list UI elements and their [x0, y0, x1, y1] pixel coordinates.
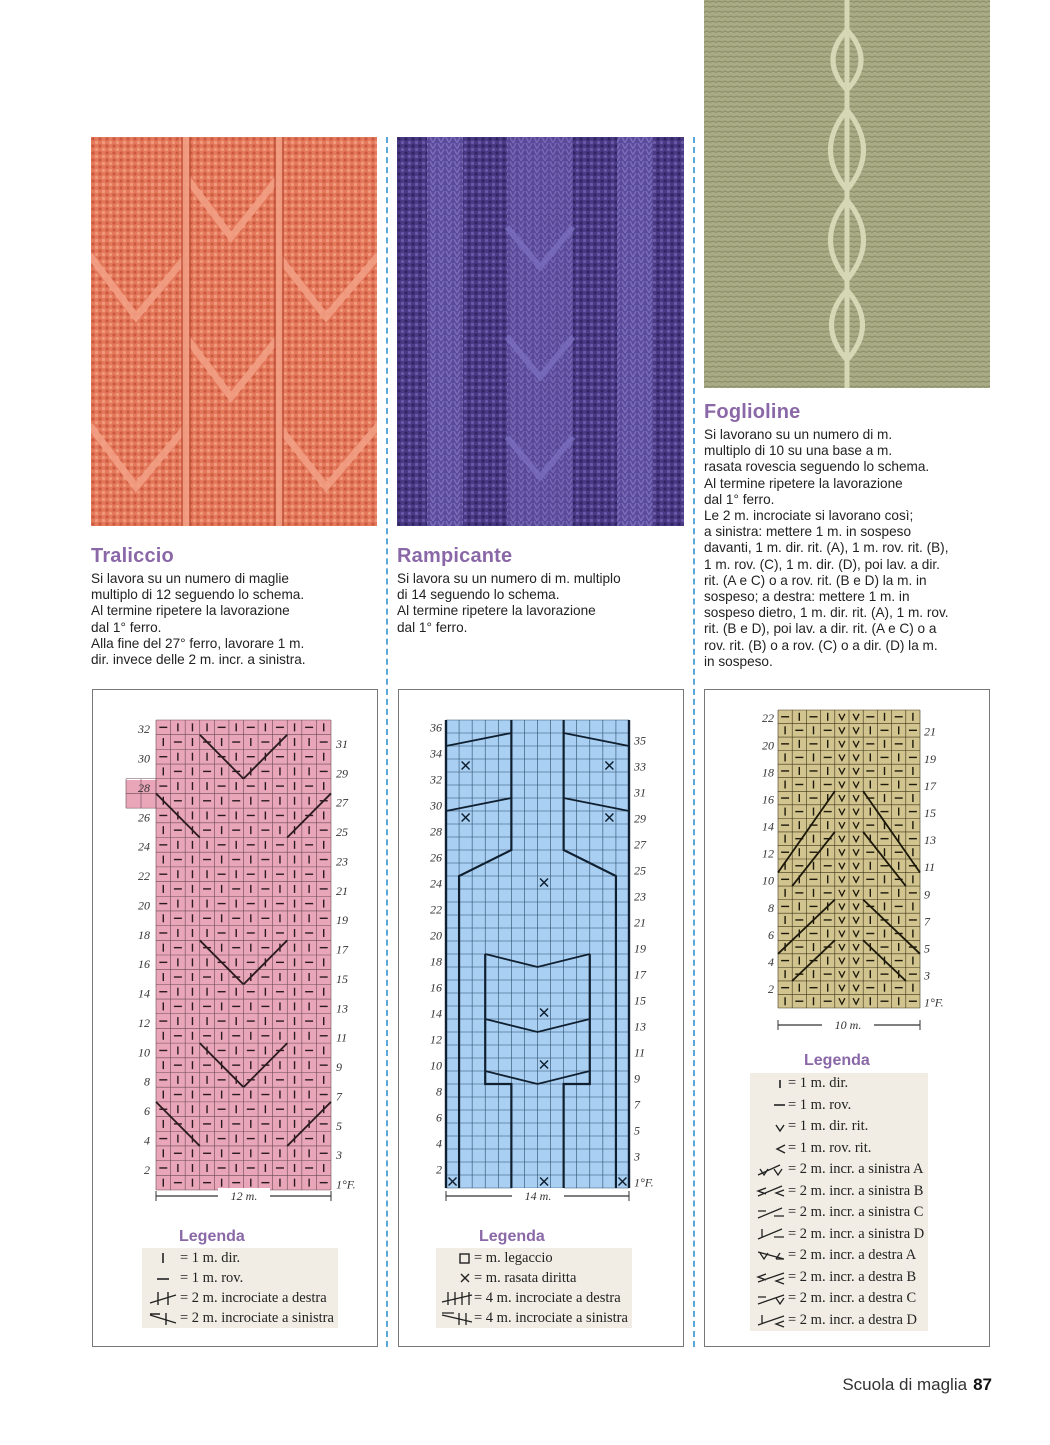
- cross-left-b-icon: [754, 1182, 788, 1200]
- rampicante-legend-title: Legenda: [479, 1228, 545, 1245]
- row-label-left: 2: [768, 982, 774, 997]
- width-label: 14 m.: [524, 1189, 552, 1203]
- row-label-right: 13: [634, 1019, 646, 1034]
- foglioline-knitting-chart: [746, 700, 966, 1040]
- legend-item: = 2 m. incr. a sinistra D: [754, 1224, 924, 1246]
- row-label-right: 9: [336, 1060, 342, 1075]
- legend-item: = 2 m. incr. a destra A: [754, 1245, 924, 1267]
- row-label-right: 1°F.: [336, 1177, 356, 1192]
- row-label-left: 32: [138, 722, 150, 737]
- row-label-left: 16: [762, 792, 774, 807]
- row-label-left: 8: [144, 1074, 150, 1089]
- legend-item: = 2 m. incr. a destra D: [754, 1310, 924, 1332]
- legend-item: = 2 m. incr. a sinistra B: [754, 1181, 924, 1203]
- row-label-left: 30: [138, 751, 150, 766]
- row-label-right: 1°F.: [634, 1175, 654, 1190]
- purl-tbl-icon: [754, 1139, 788, 1157]
- legend-item: = 1 m. dir.: [146, 1248, 334, 1268]
- row-label-right: 19: [336, 913, 348, 928]
- legend-item: = 2 m. incr. a sinistra A: [754, 1159, 924, 1181]
- page-number: 87: [973, 1375, 992, 1394]
- cross-right-d-icon: [754, 1311, 788, 1329]
- row-label-right: 29: [634, 811, 646, 826]
- row-label-right: 31: [336, 736, 348, 751]
- row-label-left: 10: [762, 873, 774, 888]
- row-label-right: 17: [336, 942, 348, 957]
- row-label-left: 30: [430, 798, 442, 813]
- row-label-left: 4: [436, 1136, 442, 1151]
- row-label-left: 24: [138, 839, 150, 854]
- width-label: 10 m.: [834, 1018, 862, 1032]
- row-label-left: 20: [430, 928, 442, 943]
- row-label-right: 25: [336, 825, 348, 840]
- row-label-left: 26: [430, 850, 442, 865]
- row-label-left: 4: [768, 955, 774, 970]
- row-label-left: 16: [138, 957, 150, 972]
- row-label-left: 18: [138, 927, 150, 942]
- cross-right-icon: [146, 1289, 180, 1307]
- row-label-right: 1°F.: [924, 995, 944, 1010]
- cross-right-c-icon: [754, 1290, 788, 1308]
- stockinette-cross-icon: [440, 1269, 474, 1287]
- knit-stitch-icon: [754, 1075, 788, 1093]
- knit-tbl-icon: [754, 1118, 788, 1136]
- row-label-left: 28: [138, 780, 150, 795]
- row-label-right: 7: [634, 1097, 640, 1112]
- legend-item: = 2 m. incr. a destra B: [754, 1267, 924, 1289]
- garter-stitch-icon: [440, 1249, 474, 1267]
- row-label-left: 10: [138, 1045, 150, 1060]
- row-label-right: 11: [634, 1045, 646, 1060]
- row-label-right: 3: [336, 1148, 342, 1163]
- row-label-left: 26: [138, 810, 150, 825]
- legend-item: = 2 m. incr. a sinistra C: [754, 1202, 924, 1224]
- row-label-right: 7: [924, 914, 930, 929]
- purl-stitch-icon: [146, 1269, 180, 1287]
- cross-left-icon: [146, 1309, 180, 1327]
- row-label-right: 21: [336, 883, 348, 898]
- row-label-right: 15: [924, 806, 936, 821]
- row-label-left: 18: [762, 765, 774, 780]
- row-label-left: 16: [430, 980, 442, 995]
- foglioline-legend: [750, 1073, 928, 1331]
- row-label-left: 20: [762, 738, 774, 753]
- row-label-left: 4: [144, 1133, 150, 1148]
- legend-item: = 1 m. rov. rit.: [754, 1138, 924, 1160]
- row-label-left: 8: [436, 1084, 442, 1099]
- row-label-right: 27: [336, 795, 348, 810]
- row-label-right: 15: [634, 993, 646, 1008]
- column-separator-1: [386, 137, 388, 1347]
- row-label-right: 25: [634, 863, 646, 878]
- legend-item: = m. legaccio: [440, 1248, 628, 1268]
- cross-right-a-icon: [754, 1247, 788, 1265]
- row-label-right: 19: [634, 941, 646, 956]
- row-label-left: 14: [762, 819, 774, 834]
- width-label: 12 m.: [230, 1189, 258, 1203]
- row-label-right: 5: [634, 1123, 640, 1138]
- rampicante-title: Rampicante: [397, 545, 513, 567]
- row-label-left: 22: [762, 711, 774, 726]
- row-label-left: 2: [144, 1162, 150, 1177]
- traliccio-description: Si lavora su un numero di maglie multiplo di 12 seguendo lo schema. Al termine ripetere la lavorazione dal 1° ferro. Alla fine del 27° ferro, lavorare 1 m. dir. invece delle 2 m. incr. a sinistra.: [91, 571, 306, 668]
- row-label-right: 3: [634, 1149, 640, 1164]
- row-label-right: 33: [634, 759, 646, 774]
- legend-item: = 1 m. rov.: [146, 1268, 334, 1288]
- row-label-right: 29: [336, 766, 348, 781]
- row-label-left: 14: [430, 1006, 442, 1021]
- row-label-right: 11: [336, 1030, 348, 1045]
- traliccio-legend-title: Legenda: [179, 1228, 245, 1245]
- foglioline-legend-title: Legenda: [804, 1052, 870, 1069]
- column-separator-2: [693, 137, 695, 1347]
- legend-item: = 1 m. rov.: [754, 1095, 924, 1117]
- row-label-right: 23: [336, 854, 348, 869]
- legend-item: = 1 m. dir.: [754, 1073, 924, 1095]
- row-label-left: 14: [138, 986, 150, 1001]
- row-label-left: 6: [768, 927, 774, 942]
- row-label-left: 10: [430, 1058, 442, 1073]
- row-label-left: 20: [138, 898, 150, 913]
- footer-title: Scuola di maglia: [842, 1375, 968, 1394]
- row-label-left: 28: [430, 824, 442, 839]
- legend-item: = 2 m. incrociate a sinistra: [146, 1308, 334, 1328]
- cable4-left-icon: [440, 1309, 474, 1327]
- row-label-left: 8: [768, 900, 774, 915]
- row-label-right: 17: [924, 778, 936, 793]
- row-label-left: 36: [430, 720, 442, 735]
- row-label-right: 9: [634, 1071, 640, 1086]
- row-label-right: 27: [634, 837, 646, 852]
- legend-item: = m. rasata diritta: [440, 1268, 628, 1288]
- cross-left-a-icon: [754, 1161, 788, 1179]
- page-footer: [842, 1375, 992, 1395]
- foglioline-description: Si lavorano su un numero di m. multiplo di 10 su una base a m. rasata rovescia seguendo lo schema. Al termine ripetere la lavorazione dal 1° ferro. Le 2 m. incrociate si lavorano così; a sinistra: mettere 1 m. in sospeso davanti, 1 m. dir. rit. (A), 1 m. rov. rit. (B), 1 m. rov. (C), 1 m. dir. (D), poi lav. a dir. rit. (A e C) o a rov. rit. (B e D) la m. in sospeso; a destra: mettere 1 m. in sospeso dietro, 1 m. dir. rit. (A), 1 m. rov. rit. (B e D), poi lav. a dir. rit. (A e C) o a rov. rit. (B) o a rov. (C) o a dir. (D) la m. in sospeso.: [704, 427, 949, 669]
- row-label-left: 2: [436, 1162, 442, 1177]
- row-label-left: 12: [762, 846, 774, 861]
- legend-item: = 1 m. dir. rit.: [754, 1116, 924, 1138]
- row-label-right: 21: [634, 915, 646, 930]
- row-label-left: 18: [430, 954, 442, 969]
- cable4-right-icon: [440, 1289, 474, 1307]
- traliccio-photo: [91, 137, 377, 526]
- cross-left-c-icon: [754, 1204, 788, 1222]
- row-label-right: 7: [336, 1089, 342, 1104]
- row-label-left: 22: [430, 902, 442, 917]
- row-label-right: 11: [924, 860, 936, 875]
- row-label-right: 19: [924, 751, 936, 766]
- traliccio-title: Traliccio: [91, 545, 174, 567]
- row-label-right: 21: [924, 724, 936, 739]
- row-label-left: 6: [144, 1104, 150, 1119]
- row-label-right: 31: [634, 785, 646, 800]
- purl-stitch-icon: [754, 1096, 788, 1114]
- legend-item: = 2 m. incrociate a destra: [146, 1288, 334, 1308]
- cross-left-d-icon: [754, 1225, 788, 1243]
- foglioline-photo: [704, 0, 990, 388]
- row-label-right: 5: [924, 941, 930, 956]
- traliccio-legend: [142, 1248, 338, 1328]
- row-label-right: 23: [634, 889, 646, 904]
- legend-item: = 4 m. incrociate a destra: [440, 1288, 628, 1308]
- row-label-right: 5: [336, 1118, 342, 1133]
- row-label-left: 24: [430, 876, 442, 891]
- legend-item: = 4 m. incrociate a sinistra: [440, 1308, 628, 1328]
- row-label-right: 15: [336, 971, 348, 986]
- row-label-right: 13: [336, 1001, 348, 1016]
- cross-right-b-icon: [754, 1268, 788, 1286]
- legend-item: = 2 m. incr. a destra C: [754, 1288, 924, 1310]
- row-label-left: 6: [436, 1110, 442, 1125]
- rampicante-photo: [397, 137, 684, 526]
- row-label-left: 34: [430, 746, 442, 761]
- row-label-right: 3: [924, 968, 930, 983]
- knit-stitch-icon: [146, 1249, 180, 1267]
- foglioline-title: Foglioline: [704, 401, 801, 423]
- rampicante-knitting-chart: [406, 710, 676, 1210]
- row-label-right: 9: [924, 887, 930, 902]
- row-label-left: 22: [138, 869, 150, 884]
- row-label-left: 32: [430, 772, 442, 787]
- row-label-right: 17: [634, 967, 646, 982]
- row-label-right: 13: [924, 833, 936, 848]
- traliccio-knitting-chart: [100, 710, 370, 1210]
- row-label-left: 12: [138, 1015, 150, 1030]
- row-label-right: 35: [634, 733, 646, 748]
- rampicante-legend: [436, 1248, 632, 1328]
- rampicante-description: Si lavora su un numero di m. multiplo di 14 seguendo lo schema. Al termine ripetere la lavorazione dal 1° ferro.: [397, 571, 621, 635]
- row-label-left: 12: [430, 1032, 442, 1047]
